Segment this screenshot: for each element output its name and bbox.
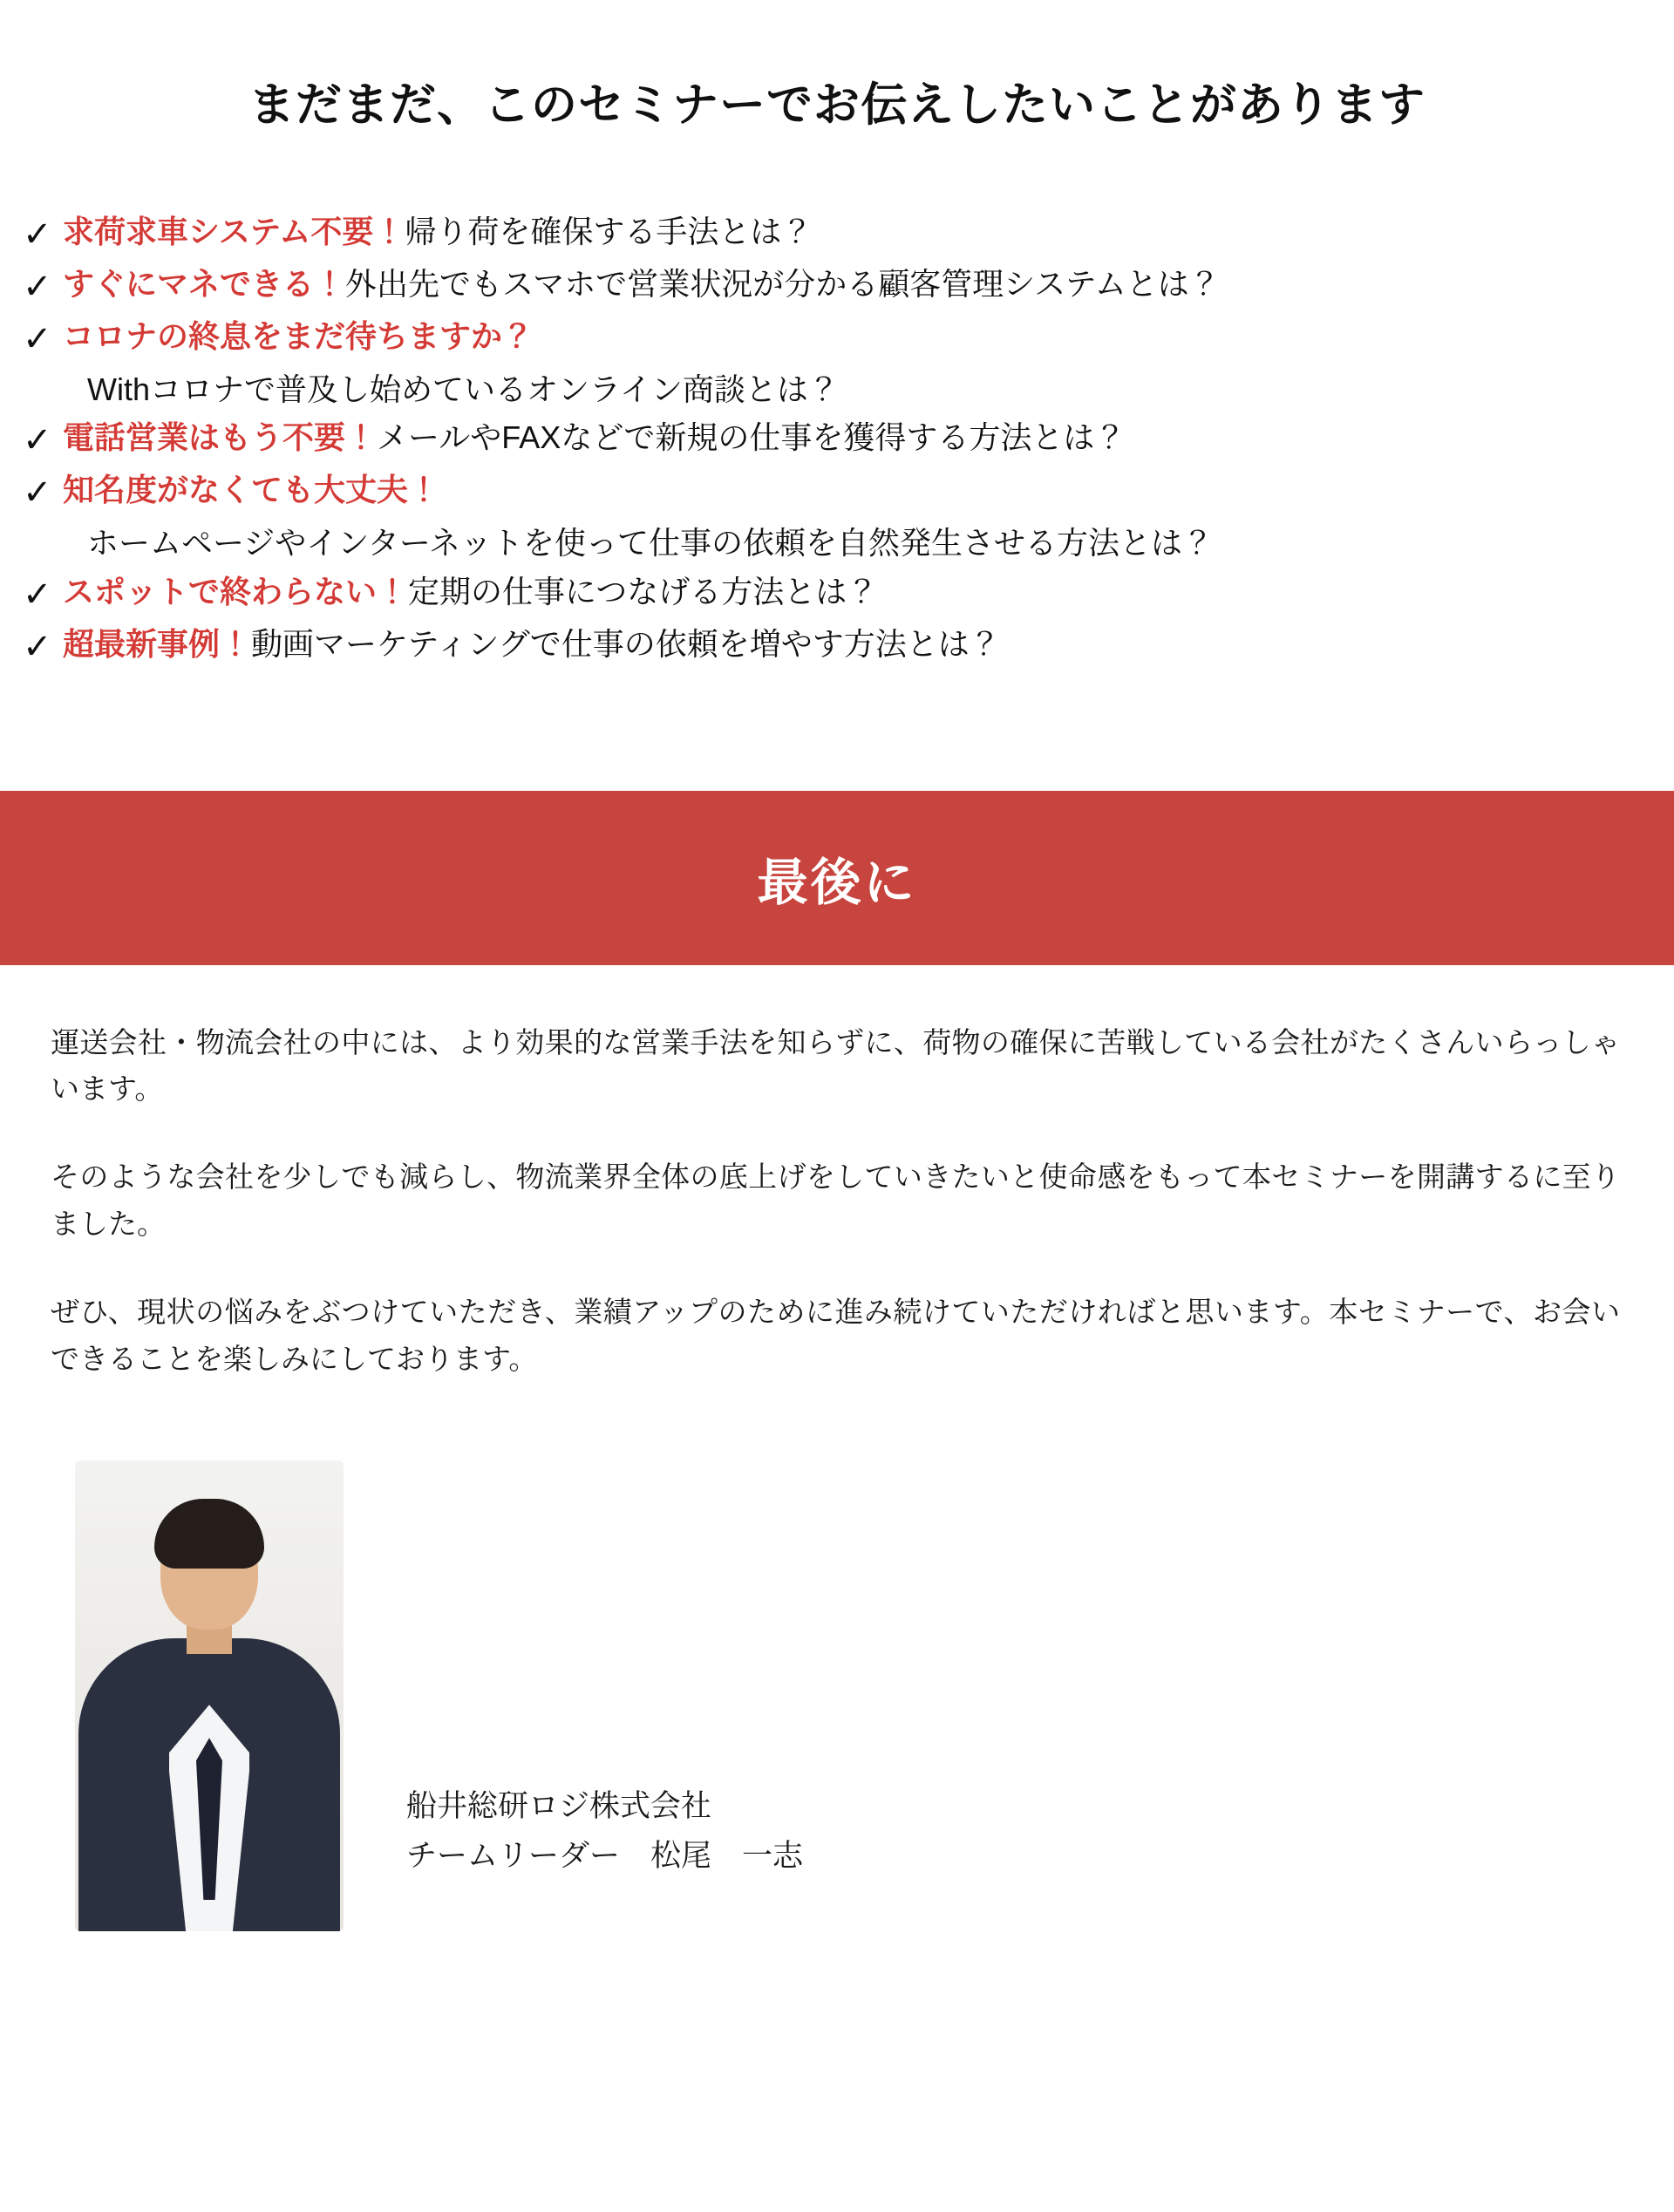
photo-hair bbox=[154, 1499, 264, 1569]
paragraph: 運送会社・物流会社の中には、より効果的な営業手法を知らずに、荷物の確保に苦戦している会社がたくさんいらっしゃいます。 bbox=[51, 1025, 1620, 1105]
list-item bbox=[23, 623, 1648, 670]
list-item-text: 帰り荷を確保する手法とは？ bbox=[405, 213, 813, 249]
list-item-subtext: ホームページやインターネットを使って仕事の依頼を自然発生させる方法とは？ bbox=[87, 525, 1215, 562]
presenter-photo bbox=[75, 1460, 344, 1931]
presenter-info bbox=[344, 1782, 803, 1931]
section-band-closing bbox=[0, 791, 1674, 965]
company-name: 船井総研ロジ株式会社 bbox=[406, 1788, 712, 1823]
check-icon: ✓ bbox=[23, 214, 52, 254]
check-icon: ✓ bbox=[23, 267, 52, 306]
check-icon: ✓ bbox=[23, 473, 52, 513]
list-item-highlight: すぐにマネできる！ bbox=[63, 265, 346, 302]
list-item-highlight: 求荷求車システム不要！ bbox=[63, 213, 405, 249]
list-item bbox=[23, 417, 1648, 464]
seminar-page bbox=[0, 31, 1674, 2212]
closing-body bbox=[0, 965, 1674, 1383]
section-title: 最後に bbox=[757, 854, 917, 911]
list-item-subtext: Withコロナで普及し始めているオンライン商談とは？ bbox=[87, 371, 840, 407]
list-item bbox=[23, 211, 1648, 258]
list-item-text: 外出先でもスマホで営業状況が分かる顧客管理システムとは？ bbox=[345, 265, 1221, 302]
list-item bbox=[23, 263, 1648, 310]
benefits-checklist bbox=[0, 211, 1674, 670]
presenter-name: チームリーダー 松尾 一志 bbox=[406, 1838, 804, 1873]
list-item-highlight: 電話営業はもう不要！ bbox=[63, 419, 378, 456]
list-item-text: メールやFAXなどで新規の仕事を獲得する方法とは？ bbox=[377, 419, 1126, 456]
page-title: まだまだ、このセミナーでお伝えしたいことがあります bbox=[248, 78, 1426, 131]
list-item-highlight: 超最新事例！ bbox=[63, 625, 252, 662]
list-item bbox=[23, 316, 1648, 412]
check-icon: ✓ bbox=[23, 421, 52, 460]
list-item-text: 定期の仕事につなげる方法とは？ bbox=[408, 573, 879, 609]
paragraph: そのような会社を少しでも減らし、物流業界全体の底上げをしていきたいと使命感をもって本セミナーを開講するに至りました。 bbox=[51, 1160, 1620, 1240]
list-item-text: 動画マーケティングで仕事の依頼を増やす方法とは？ bbox=[251, 625, 1001, 662]
paragraph: ぜひ、現状の悩みをぶつけていただき、業績アップのために進み続けていただければと思います。本セミナーで、お会いできることを楽しみにしております。 bbox=[51, 1296, 1620, 1375]
list-item bbox=[23, 469, 1648, 565]
list-item-highlight: スポットで終わらない！ bbox=[63, 573, 409, 609]
check-icon: ✓ bbox=[23, 319, 52, 358]
list-item bbox=[23, 571, 1648, 618]
check-icon: ✓ bbox=[23, 627, 52, 666]
check-icon: ✓ bbox=[23, 575, 52, 614]
list-item-highlight: 知名度がなくても大丈夫！ bbox=[63, 472, 440, 508]
signature-block bbox=[0, 1424, 1674, 1931]
list-item-highlight: コロナの終息をまだ待ちますか？ bbox=[63, 317, 534, 354]
